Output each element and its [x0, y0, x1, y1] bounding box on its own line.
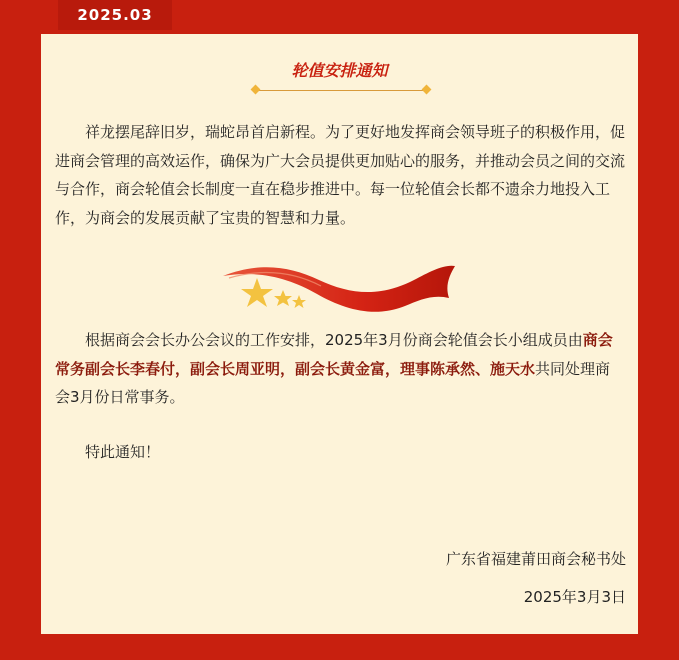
notice-card — [41, 34, 638, 634]
diamond-left-icon — [251, 85, 261, 95]
ribbon-stars-icon — [219, 258, 459, 318]
signature-org: 广东省福建莆田商会秘书处 — [445, 550, 626, 568]
signature-date: 2025年3月3日 — [523, 588, 626, 606]
arrangement-outro: 共同处理商会3月份日常事务。 — [55, 359, 611, 406]
title-divider — [256, 90, 426, 91]
paragraph-arrangement — [55, 326, 625, 412]
diamond-right-icon — [422, 85, 432, 95]
notice-title: 轮值安排通知 — [291, 61, 388, 80]
arrangement-intro: 根据商会会长办公会议的工作安排，2025年3月份商会轮值会长小组成员由 — [85, 331, 583, 349]
paragraph-closing: 特此通知！ — [85, 443, 161, 461]
paragraph-intro: 祥龙摆尾辞旧岁，瑞蛇昂首启新程。为了更好地发挥商会领导班子的积极作用，促进商会管理的高效运作，确保为广大会员提供更加贴心的服务，并推动会员之间的交流与合作，商会轮值会长制度一直在稳步推进中。每一位轮值会长都不遗余力地投入工作，为商会的发展贡献了宝贵的智慧和力量。 — [55, 123, 626, 227]
date-tab: 2025.03 — [58, 0, 172, 30]
rotating-members: 商会常务副会长李春付，副会长周亚明，副会长黄金富，理事陈承然、施天水 — [55, 331, 613, 378]
